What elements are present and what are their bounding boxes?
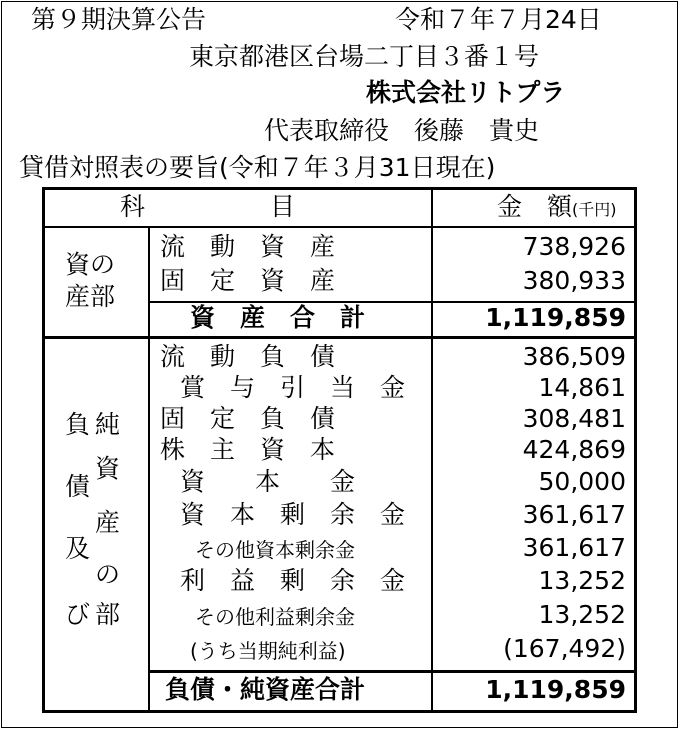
current-liabilities-value: 386,509 xyxy=(522,342,626,371)
unit-label: (千円) xyxy=(572,200,617,219)
capital-surplus-label: 資 本 剰 余 金 xyxy=(180,500,406,529)
fixed-assets-label: 固 定 資 産 xyxy=(160,266,336,295)
equity-label-char-1: 純 xyxy=(95,410,121,439)
fixed-liabilities-label: 固 定 負 債 xyxy=(160,404,336,433)
liab-label-char-3: 及 xyxy=(65,534,91,563)
col-header-amount: 金 額(千円) xyxy=(497,192,617,221)
company-name: 株式会社リトプラ xyxy=(366,78,566,107)
balance-sheet-table xyxy=(42,187,637,713)
other-retained-earnings-value: 13,252 xyxy=(538,600,626,629)
shareholders-equity-value: 424,869 xyxy=(522,435,626,464)
liabilities-total-divider xyxy=(148,670,634,673)
representative: 代表取締役 後藤 貴史 xyxy=(264,116,540,145)
assets-section-label-2: 産部 xyxy=(65,282,116,311)
col-header-subject: 科 目 xyxy=(120,192,296,221)
net-income-label: (うち当期純利益) xyxy=(190,639,346,663)
net-income-value: (167,492) xyxy=(503,634,626,663)
fixed-assets-value: 380,933 xyxy=(522,266,626,295)
total-assets-value: 1,119,859 xyxy=(485,303,626,332)
amount-column-divider xyxy=(431,190,433,710)
fixed-liabilities-value: 308,481 xyxy=(522,404,626,433)
total-liabilities-equity-label: 負債・純資産合計 xyxy=(165,675,366,704)
equity-label-char-2: 資 xyxy=(95,454,121,483)
retained-earnings-value: 13,252 xyxy=(538,566,626,595)
document-subtitle: 貸借対照表の要旨(令和７年３月31日現在) xyxy=(19,153,496,182)
total-liabilities-equity-value: 1,119,859 xyxy=(485,675,626,704)
liab-label-char-1: 負 xyxy=(65,410,91,439)
section-divider xyxy=(45,336,634,339)
liab-label-char-2: 債 xyxy=(65,472,91,501)
assets-section-label-1: 資の xyxy=(65,250,116,279)
other-capital-surplus-label: その他資本剰余金 xyxy=(195,538,355,562)
current-assets-value: 738,926 xyxy=(522,232,626,261)
equity-label-char-5: 部 xyxy=(95,600,121,629)
shareholders-equity-label: 株 主 資 本 xyxy=(160,435,336,464)
current-assets-label: 流 動 資 産 xyxy=(160,232,336,261)
retained-earnings-label: 利 益 剰 余 金 xyxy=(180,566,406,595)
equity-label-char-4: の xyxy=(95,560,121,589)
company-address: 東京都港区台場二丁目３番１号 xyxy=(189,42,540,71)
capital-surplus-value: 361,617 xyxy=(522,500,626,529)
notice-title: 第９期決算公告 xyxy=(31,5,207,34)
bonus-reserve-value: 14,861 xyxy=(538,373,626,402)
capital-stock-label: 資 本 金 xyxy=(180,467,356,496)
total-assets-label: 資 産 合 計 xyxy=(190,303,366,332)
current-liabilities-label: 流 動 負 債 xyxy=(160,342,336,371)
capital-stock-value: 50,000 xyxy=(538,467,626,496)
header-divider xyxy=(45,226,634,228)
other-retained-earnings-label: その他利益剰余金 xyxy=(195,605,355,629)
bonus-reserve-label: 賞 与 引 当 金 xyxy=(180,373,406,402)
liab-label-char-4: び xyxy=(65,600,91,629)
notice-date: 令和７年７月24日 xyxy=(395,5,602,34)
equity-label-char-3: 産 xyxy=(95,508,121,537)
other-capital-surplus-value: 361,617 xyxy=(522,533,626,562)
